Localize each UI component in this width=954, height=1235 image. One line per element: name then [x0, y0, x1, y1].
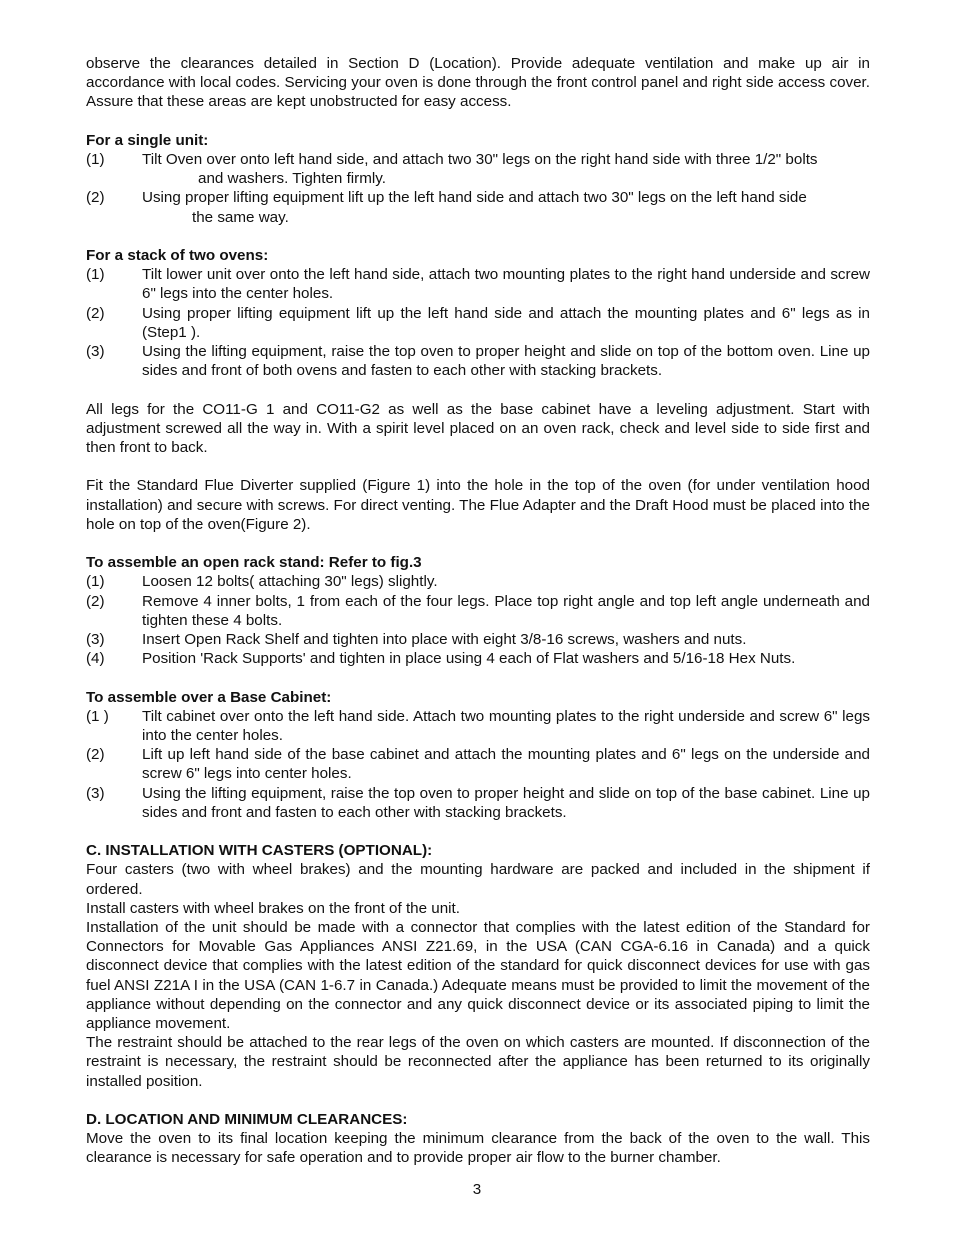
location-heading: D. LOCATION AND MINIMUM CLEARANCES: — [86, 1111, 408, 1129]
list-item — [86, 572, 870, 591]
location-paragraph: Move the oven to its final location keeping the minimum clearance from the back of the oven to the wall. This clearance is necessary for safe operation and to provide proper air flow to the burner chamber. — [86, 1130, 870, 1167]
list-item — [86, 150, 870, 188]
list-item — [86, 188, 870, 226]
list-number: (2) — [86, 746, 105, 764]
list-number: (1) — [86, 573, 105, 591]
list-item — [86, 265, 870, 303]
flue-paragraph: Fit the Standard Flue Diverter supplied (Figure 1) into the hole in the top of the oven (for under ventilation hood installation) and secure with screws. For direct venting. The Flue Adapter and the Draft Hood must be placed into the hole on top of the oven(Figure 2). — [86, 477, 870, 533]
single-unit-heading: For a single unit: — [86, 131, 209, 149]
list-number: (1) — [86, 266, 105, 284]
casters-heading: C. INSTALLATION WITH CASTERS (OPTIONAL): — [86, 842, 433, 860]
list-text: Remove 4 inner bolts, 1 from each of the four legs. Place top right angle and top left angle underneath and tighten these 4 bolts. — [142, 592, 870, 629]
list-text: Using the lifting equipment, raise the top oven to proper height and slide on top of the base cabinet. Line up sides and front and fasten to each other with stacking brackets. — [142, 784, 870, 821]
list-item — [86, 342, 870, 380]
list-text: Lift up left hand side of the base cabinet and attach the mounting plates and 6" legs on the underside and screw 6" legs into center holes. — [142, 746, 870, 783]
list-item — [86, 592, 870, 630]
legs-paragraph: All legs for the CO11-G 1 and CO11-G2 as well as the base cabinet have a leveling adjustment. Start with adjustment screwed all the way in. With a spirit level placed on an oven rack, check and level side to side first and then front to back. — [86, 400, 870, 457]
stack-heading: For a stack of two ovens: — [86, 247, 269, 264]
list-text: Tilt Oven over onto left hand side, and attach two 30" legs on the right hand side with three 1/2" bolts — [142, 151, 818, 168]
list-text-continued: the same way. — [192, 208, 289, 226]
casters-paragraph: Four casters (two with wheel brakes) and the mounting hardware are packed and included in the shipment if ordered. — [86, 861, 870, 898]
list-number: (3) — [86, 784, 105, 802]
list-number: (3) — [86, 631, 105, 649]
list-item — [86, 707, 870, 745]
list-item — [86, 649, 870, 668]
base-cabinet-heading: To assemble over a Base Cabinet: — [86, 688, 332, 706]
page-number: 3 — [472, 1181, 482, 1198]
rack-stand-heading: To assemble an open rack stand: Refer to fig.3 — [86, 554, 422, 572]
list-text: Tilt cabinet over onto the left hand side. Attach two mounting plates to the right underside and screw 6" legs into the center holes. — [142, 707, 870, 745]
list-text: Insert Open Rack Shelf and tighten into place with eight 3/8-16 screws, washers and nuts. — [142, 631, 747, 649]
list-item — [86, 304, 870, 342]
list-text: Using proper lifting equipment lift up the left hand side and attach the mounting plates and 6" legs as in (Step1 ). — [142, 304, 870, 341]
casters-paragraph: Install casters with wheel brakes on the front of the unit. — [86, 899, 460, 917]
list-number: (2) — [86, 189, 105, 207]
list-number: (1 ) — [86, 707, 109, 725]
list-item — [86, 784, 870, 822]
list-number: (4) — [86, 650, 105, 668]
list-text-continued: and washers. Tighten firmly. — [198, 170, 386, 188]
intro-paragraph: observe the clearances detailed in Section D (Location). Provide adequate ventilation and make up air in accordance with local codes. Servicing your oven is done through the front control panel and right side access cover. Assure that these areas are kept unobstructed for easy access. — [86, 55, 870, 111]
list-number: (3) — [86, 343, 105, 361]
list-number: (2) — [86, 592, 105, 610]
list-text: Using proper lifting equipment lift up the left hand side and attach two 30" legs on the left hand side — [142, 189, 807, 207]
list-item — [86, 745, 870, 783]
list-number: (1) — [86, 151, 105, 168]
document-page — [86, 54, 870, 1168]
list-text: Tilt lower unit over onto the left hand side, attach two mounting plates to the right hand underside and screw 6" legs into the center holes. — [142, 266, 870, 303]
list-text: Loosen 12 bolts( attaching 30" legs) slightly. — [142, 573, 438, 591]
casters-paragraph: The restraint should be attached to the rear legs of the oven on which casters are mounted. If disconnection of the restraint is necessary, the restraint should be reconnected after the appliance has been returned to its originally installed position. — [86, 1034, 870, 1090]
list-item — [86, 630, 870, 649]
list-number: (2) — [86, 304, 105, 322]
casters-paragraph: Installation of the unit should be made with a connector that complies with the latest edition of the Standard for Connectors for Movable Gas Appliances ANSI Z21.69, in the USA (CAN CGA-6.16 in Canada) and a quick disconnect device that complies with the latest edition of the standard for quick disconnect devices for use with gas fuel ANSI Z21A I in the USA (CAN 1-6.7 in Canada.) Adequate means must be provided to limit the movement of the appliance without depending on the connector and any quick disconnect device or its associated piping to limit the appliance movement. — [86, 919, 870, 1033]
list-text: Using the lifting equipment, raise the top oven to proper height and slide on top of the bottom oven. Line up sides and front of both ovens and fasten to each other with stacking brackets. — [142, 343, 870, 380]
list-text: Position 'Rack Supports' and tighten in place using 4 each of Flat washers and 5/16-18 Hex Nuts. — [142, 650, 796, 668]
